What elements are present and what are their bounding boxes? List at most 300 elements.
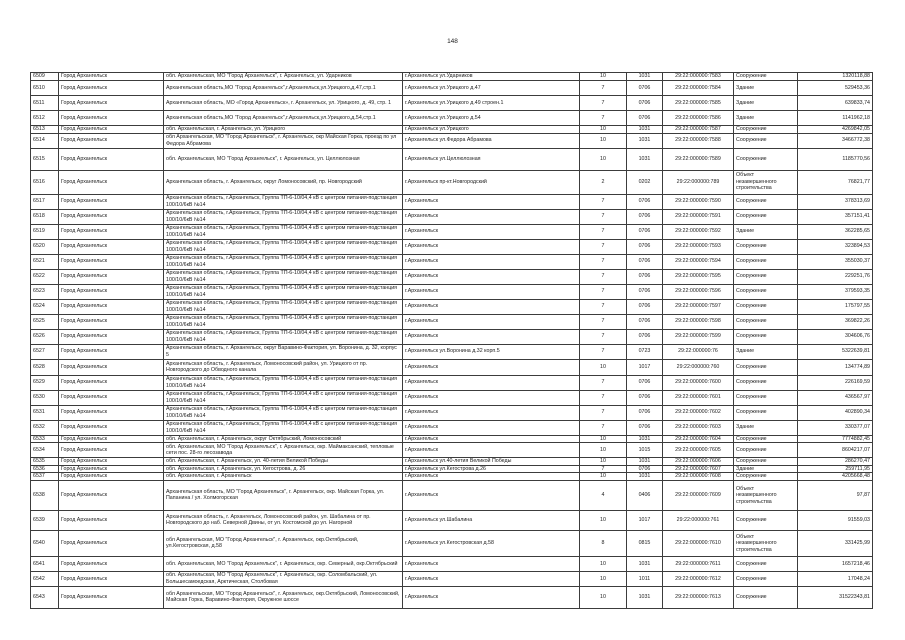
table-row [31,170,873,194]
address-cell: Архангельская область,МО "Город Архангельск",г.Архангельск,ул.Урицкого,д.54,стр.1 [164,111,403,126]
group-cell: 7 [580,96,627,111]
object-type-cell: Сооружение [734,359,798,375]
group-cell: 2 [580,170,627,194]
object-type-cell: Сооружение [734,73,798,81]
short-address-cell: г.Архангельск [403,299,580,314]
row-number: 6519 [31,224,59,239]
table-row [31,96,873,111]
short-address-cell: г.Архангельск [403,359,580,375]
value-cell: 1320118,88 [798,73,873,81]
code-cell: 0706 [627,209,663,224]
group-cell: 4 [580,480,627,510]
row-number: 6514 [31,133,59,148]
address-cell: обл. Архангельская, МО "Город Архангельск", г. Архангельск, ул. Ударников [164,73,403,81]
table-row [31,194,873,209]
row-number: 6529 [31,375,59,390]
value-cell: 1657218,46 [798,556,873,571]
table-row [31,148,873,170]
value-cell: 330377,07 [798,420,873,435]
city-cell: Город Архангельск [59,299,164,314]
address-cell: Архангельская область, МО «Город Архангельск», г. Архангельск, ул. Урицкого, д. 49, стр. 1 [164,96,403,111]
group-cell: 10 [580,510,627,530]
group-cell: 7 [580,344,627,359]
cadastral-number-cell: 29:22:000000:7608 [663,473,734,481]
group-cell: 10 [580,126,627,134]
row-number: 6540 [31,530,59,556]
row-number: 6510 [31,81,59,96]
address-cell: обл. Архангельская, г. Архангельск, округ Октябрьский, Ломоносовский [164,435,403,443]
cadastral-number-cell: 29:22:000000:7583 [663,73,734,81]
value-cell: 229251,76 [798,269,873,284]
value-cell: 331425,99 [798,530,873,556]
address-cell: обл Архангельская, МО "Город Архангельск", г. Архангельск, окр.Октябрьский, Ломоносовский, Майская Горка, Варавино-Фактория, Окружное шоссе [164,586,403,608]
table-row [31,344,873,359]
object-type-cell: Сооружение [734,458,798,466]
value-cell: 8604217,07 [798,443,873,458]
row-number: 6509 [31,73,59,81]
city-cell: Город Архангельск [59,458,164,466]
row-number: 6513 [31,126,59,134]
object-type-cell: Здание [734,224,798,239]
value-cell: 304606,76 [798,329,873,344]
short-address-cell: г.Архангельск ул.Воронина д.32 корп.5 [403,344,580,359]
row-number: 6531 [31,405,59,420]
table-row [31,329,873,344]
city-cell: Город Архангельск [59,96,164,111]
object-type-cell: Здание [734,81,798,96]
city-cell: Город Архангельск [59,405,164,420]
short-address-cell: г.Архангельск [403,194,580,209]
short-address-cell: г.Архангельск ул.Кегостровская д.58 [403,530,580,556]
row-number: 6527 [31,344,59,359]
group-cell: 7 [580,405,627,420]
row-number: 6522 [31,269,59,284]
cadastral-number-cell: 29:22:000000:7601 [663,390,734,405]
short-address-cell: г.Архангельск [403,571,580,586]
cadastral-number-cell: 29:22:000000:7611 [663,556,734,571]
address-cell: Архангельская область, МО "Город Архангельск", г. Архангельск, окр. Майская Горка, ул. Папанина / ул. Холмогорская [164,480,403,510]
cadastral-number-cell: 29:22:000000:7587 [663,126,734,134]
city-cell: Город Архангельск [59,314,164,329]
city-cell: Город Архангельск [59,239,164,254]
short-address-cell: г.Архангельск [403,269,580,284]
city-cell: Город Архангельск [59,465,164,473]
object-type-cell: Здание [734,465,798,473]
address-cell: Архангельская область, г.Архангельск, Группа ТП-6-10/04,4 кВ с центром питания-подстанция 100/10/6кВ №14 [164,209,403,224]
object-type-cell: Сооружение [734,571,798,586]
address-cell: обл. Архангельская, МО "Город Архангельск", г. Архангельск, окр. Северный, окр.Октябрьский [164,556,403,571]
value-cell: 286270,47 [798,458,873,466]
row-number: 6525 [31,314,59,329]
address-cell: Архангельская область, г.Архангельск, Группа ТП-6-10/04,4 кВ с центром питания-подстанция 100/10/6кВ №14 [164,269,403,284]
group-cell: 7 [580,390,627,405]
row-number: 6535 [31,458,59,466]
table-row [31,299,873,314]
address-cell: Архангельская область, г. Архангельск, Ломоносовский район, ул. Урицкого от пр. Новгородского до Обводного канала [164,359,403,375]
value-cell: 323894,53 [798,239,873,254]
code-cell: 0202 [627,170,663,194]
cadastral-number-cell: 29:22:000000:7607 [663,465,734,473]
value-cell: 1141962,18 [798,111,873,126]
code-cell: 1031 [627,148,663,170]
code-cell: 1031 [627,435,663,443]
object-type-cell: Объект незавершенного строительства [734,480,798,510]
table-row [31,209,873,224]
code-cell: 1031 [627,73,663,81]
cadastral-number-cell: 29:22:000000:760 [663,359,734,375]
table-row [31,473,873,481]
object-type-cell: Сооружение [734,314,798,329]
object-type-cell: Сооружение [734,510,798,530]
cadastral-number-cell: 29:22:000000:789 [663,170,734,194]
table-row [31,375,873,390]
object-type-cell: Сооружение [734,473,798,481]
group-cell: 10 [580,435,627,443]
row-number: 6543 [31,586,59,608]
table-row [31,458,873,466]
value-cell: 4205668,48 [798,473,873,481]
short-address-cell: г.Архангельск [403,254,580,269]
group-cell: 7 [580,194,627,209]
row-number: 6520 [31,239,59,254]
address-cell: Архангельская область, г.Архангельск, Группа ТП-6-10/04,4 кВ с центром питания-подстанция 100/10/6кВ №14 [164,239,403,254]
table-row [31,239,873,254]
code-cell: 0706 [627,314,663,329]
cadastral-number-cell: 29:22:000000:7586 [663,111,734,126]
cadastral-number-cell: 29:22:000000:7592 [663,224,734,239]
address-cell: Архангельская область, г.Архангельск, Группа ТП-6-10/04,4 кВ с центром питания-подстанция 100/10/6кВ №14 [164,390,403,405]
value-cell: 91559,03 [798,510,873,530]
row-number: 6518 [31,209,59,224]
group-cell: 10 [580,473,627,481]
table-row [31,420,873,435]
short-address-cell: г.Архангельск ул.Урицкого д.47 [403,81,580,96]
group-cell: 7 [580,239,627,254]
row-number: 6516 [31,170,59,194]
short-address-cell: г.Архангельск [403,209,580,224]
cadastral-number-cell: 29:22:000000:7588 [663,133,734,148]
code-cell: 0815 [627,530,663,556]
code-cell: 1031 [627,458,663,466]
group-cell: 7 [580,111,627,126]
value-cell: 4269842,05 [798,126,873,134]
row-number: 6539 [31,510,59,530]
table-row [31,586,873,608]
short-address-cell: г.Архангельск [403,329,580,344]
short-address-cell: г.Архангельск [403,375,580,390]
address-cell: Архангельская область, г.Архангельск, Группа ТП-6-10/04,4 кВ с центром питания-подстанция 100/10/6кВ №14 [164,329,403,344]
city-cell: Город Архангельск [59,344,164,359]
short-address-cell: г.Архангельск ул.Урицкого д.49 строен.1 [403,96,580,111]
address-cell: Архангельская область, г.Архангельск, Группа ТП-6-10/04,4 кВ с центром питания-подстанция 100/10/6кВ №14 [164,375,403,390]
row-number: 6542 [31,571,59,586]
value-cell: 134774,89 [798,359,873,375]
group-cell: 10 [580,556,627,571]
city-cell: Город Архангельск [59,194,164,209]
object-type-cell: Сооружение [734,133,798,148]
table-row [31,224,873,239]
group-cell: 7 [580,254,627,269]
address-cell: обл. Архангельская, г. Архангельск [164,473,403,481]
table-row [31,269,873,284]
group-cell: 7 [580,224,627,239]
address-cell: обл Архангельская, МО "Город Архангельск", г. Архангельск, окр.Октябрьский, ул.Кегостровская, д.58 [164,530,403,556]
row-number: 6537 [31,473,59,481]
table-row [31,111,873,126]
row-number: 6538 [31,480,59,510]
city-cell: Город Архангельск [59,443,164,458]
object-type-cell: Сооружение [734,284,798,299]
code-cell: 0706 [627,194,663,209]
table-row [31,254,873,269]
cadastral-number-cell: 29:22:000000:7591 [663,209,734,224]
city-cell: Город Архангельск [59,586,164,608]
address-cell: Архангельская область, г.Архангельск, Группа ТП-6-10/04,4 кВ с центром питания-подстанция 100/10/6кВ №14 [164,314,403,329]
city-cell: Город Архангельск [59,530,164,556]
address-cell: Архангельская область, г.Архангельск, Группа ТП-6-10/04,4 кВ с центром питания-подстанция 100/10/6кВ №14 [164,194,403,209]
cadastral-number-cell: 29:22:000000:7584 [663,81,734,96]
table-row [31,81,873,96]
address-cell: Архангельская область, г. Архангельск, Ломоносовский район, ул. Шабалина от пр. Новгородского до наб. Северной Двины, от ул. Костомской до ул. Нагорной [164,510,403,530]
city-cell: Город Архангельск [59,556,164,571]
cadastral-number-cell: 29:22:000000:7593 [663,239,734,254]
object-type-cell: Здание [734,96,798,111]
short-address-cell: г.Архангельск пр-кт.Новгородский [403,170,580,194]
short-address-cell: г.Архангельск ул.Урицкого д.54 [403,111,580,126]
group-cell: 8 [580,530,627,556]
row-number: 6515 [31,148,59,170]
group-cell: 10 [580,133,627,148]
code-cell: 1011 [627,571,663,586]
row-number: 6528 [31,359,59,375]
row-number: 6517 [31,194,59,209]
code-cell: 0706 [627,284,663,299]
group-cell: 7 [580,81,627,96]
group-cell: 7 [580,420,627,435]
cadastral-number-cell: 29:22:000000:7610 [663,530,734,556]
short-address-cell: г.Архангельск [403,390,580,405]
group-cell: 7 [580,314,627,329]
register-table-body [31,73,873,609]
group-cell: 7 [580,269,627,284]
city-cell: Город Архангельск [59,375,164,390]
cadastral-number-cell: 29:22:000000:7596 [663,284,734,299]
code-cell: 0406 [627,480,663,510]
row-number: 6524 [31,299,59,314]
city-cell: Город Архангельск [59,254,164,269]
short-address-cell: г.Архангельск ул.Ударников [403,73,580,81]
address-cell: Архангельская область,МО "Город Архангельск",г.Архангельск,ул.Урицкого,д.47,стр.1 [164,81,403,96]
city-cell: Город Архангельск [59,420,164,435]
table-row [31,73,873,81]
object-type-cell: Здание [734,420,798,435]
row-number: 6532 [31,420,59,435]
city-cell: Город Архангельск [59,510,164,530]
object-type-cell: Сооружение [734,254,798,269]
address-cell: обл. Архангельская, МО "Город Архангельск", г. Архангельск, окр. Соломбальский, ул. Большесамоедская, Арктическая, Столбовая [164,571,403,586]
value-cell: 355030,37 [798,254,873,269]
city-cell: Город Архангельск [59,359,164,375]
value-cell: 76821,77 [798,170,873,194]
table-row [31,435,873,443]
code-cell: 0706 [627,81,663,96]
code-cell: 1031 [627,473,663,481]
value-cell: 3466772,38 [798,133,873,148]
code-cell: 0706 [627,329,663,344]
short-address-cell: г.Архангельск [403,473,580,481]
code-cell: 1017 [627,510,663,530]
short-address-cell: г.Архангельск [403,480,580,510]
value-cell: 97,87 [798,480,873,510]
city-cell: Город Архангельск [59,329,164,344]
value-cell: 436567,97 [798,390,873,405]
code-cell: 0706 [627,239,663,254]
code-cell: 0706 [627,405,663,420]
address-cell: обл. Архангельская, г. Архангельск, ул. Урицкого [164,126,403,134]
code-cell: 0706 [627,224,663,239]
address-cell: обл. Архангельская, г. Архангельск, ул. Кегострова, д. 26 [164,465,403,473]
cadastral-number-cell: 29:22:000000:7613 [663,586,734,608]
city-cell: Город Архангельск [59,148,164,170]
city-cell: Город Архангельск [59,284,164,299]
value-cell: 1185770,56 [798,148,873,170]
short-address-cell: г.Архангельск ул.Целлюлозная [403,148,580,170]
group-cell: 10 [580,571,627,586]
short-address-cell: г.Архангельск [403,556,580,571]
table-row [31,510,873,530]
code-cell: 0706 [627,390,663,405]
object-type-cell: Сооружение [734,194,798,209]
object-type-cell: Объект незавершенного строительства [734,530,798,556]
code-cell: 1031 [627,133,663,148]
code-cell: 0706 [627,254,663,269]
cadastral-number-cell: 29:22:000000:7598 [663,314,734,329]
object-type-cell: Объект незавершенного строительства [734,170,798,194]
code-cell: 0706 [627,269,663,284]
value-cell: 378313,69 [798,194,873,209]
short-address-cell: г.Архангельск ул.40-летия Великой Победы [403,458,580,466]
group-cell: 10 [580,359,627,375]
value-cell: 259711,95 [798,465,873,473]
row-number: 6534 [31,443,59,458]
object-type-cell: Сооружение [734,556,798,571]
value-cell: 639833,74 [798,96,873,111]
table-row [31,390,873,405]
cadastral-number-cell: 29:22:000000:7604 [663,435,734,443]
value-cell: 17048,24 [798,571,873,586]
code-cell: 0706 [627,465,663,473]
object-type-cell: Сооружение [734,299,798,314]
short-address-cell: г.Архангельск [403,443,580,458]
city-cell: Город Архангельск [59,81,164,96]
code-cell: 0706 [627,111,663,126]
short-address-cell: г.Архангельск [403,314,580,329]
row-number: 6533 [31,435,59,443]
city-cell: Город Архангельск [59,269,164,284]
cadastral-number-cell: 29:22:000000:7603 [663,420,734,435]
cadastral-number-cell: 29:22:000000:7612 [663,571,734,586]
value-cell: 5322639,81 [798,344,873,359]
cadastral-number-cell: 29:22:000000:7585 [663,96,734,111]
city-cell: Город Архангельск [59,435,164,443]
address-cell: Архангельская область, г. Архангельск, округ Варавино-Фактория, ул. Воронина, д. 32, корпус 5 [164,344,403,359]
cadastral-number-cell: 29:22:000000:7595 [663,269,734,284]
row-number: 6521 [31,254,59,269]
short-address-cell: г.Архангельск [403,224,580,239]
cadastral-number-cell: 29:22:000000:7594 [663,254,734,269]
cadastral-number-cell: 29:22:000000:761 [663,510,734,530]
table-row [31,443,873,458]
cadastral-number-cell: 29:22:000000:7609 [663,480,734,510]
short-address-cell: г.Архангельск [403,284,580,299]
object-type-cell: Здание [734,344,798,359]
cadastral-number-cell: 29:22:000000:76 [663,344,734,359]
table-row [31,126,873,134]
table-row [31,571,873,586]
table-row [31,556,873,571]
address-cell: Архангельская область, г.Архангельск, Группа ТП-6-10/04,4 кВ с центром питания-подстанция 100/10/6кВ №14 [164,224,403,239]
code-cell: 0706 [627,375,663,390]
table-row [31,359,873,375]
short-address-cell: г.Архангельск ул.Урицкого [403,126,580,134]
city-cell: Город Архангельск [59,133,164,148]
city-cell: Город Архангельск [59,224,164,239]
address-cell: Архангельская область, г.Архангельск, Группа ТП-6-10/04,4 кВ с центром питания-подстанция 100/10/6кВ №14 [164,420,403,435]
group-cell: 7 [580,284,627,299]
short-address-cell: г.Архангельск [403,239,580,254]
group-cell: 7 [580,329,627,344]
city-cell: Город Архангельск [59,73,164,81]
group-cell: 7 [580,465,627,473]
table-row [31,480,873,510]
group-cell: 10 [580,458,627,466]
value-cell: 379593,35 [798,284,873,299]
object-type-cell: Сооружение [734,148,798,170]
city-cell: Город Архангельск [59,126,164,134]
code-cell: 1031 [627,586,663,608]
city-cell: Город Архангельск [59,480,164,510]
object-type-cell: Сооружение [734,435,798,443]
table-row [31,530,873,556]
group-cell: 7 [580,375,627,390]
value-cell: 226169,59 [798,375,873,390]
short-address-cell: г.Архангельск [403,435,580,443]
address-cell: Архангельская область, г. Архангельск, округ Ломоносовский, пр. Новгородский [164,170,403,194]
value-cell: 357151,41 [798,209,873,224]
group-cell: 10 [580,148,627,170]
object-type-cell: Сооружение [734,126,798,134]
register-table [30,72,873,609]
code-cell: 0706 [627,96,663,111]
table-row [31,465,873,473]
code-cell: 0706 [627,299,663,314]
row-number: 6512 [31,111,59,126]
table-row [31,284,873,299]
page-number: 148 [447,38,458,45]
address-cell: обл. Архангельская, г. Архангельск, ул. 40-летия Великой Победы [164,458,403,466]
city-cell: Город Архангельск [59,571,164,586]
group-cell: 7 [580,209,627,224]
object-type-cell: Сооружение [734,443,798,458]
cadastral-number-cell: 29:22:000000:7606 [663,458,734,466]
object-type-cell: Сооружение [734,375,798,390]
short-address-cell: г.Архангельск [403,405,580,420]
address-cell: Архангельская область, г.Архангельск, Группа ТП-6-10/04,4 кВ с центром питания-подстанция 100/10/6кВ №14 [164,284,403,299]
city-cell: Город Архангельск [59,170,164,194]
value-cell: 369822,26 [798,314,873,329]
code-cell: 0723 [627,344,663,359]
value-cell: 175797,55 [798,299,873,314]
